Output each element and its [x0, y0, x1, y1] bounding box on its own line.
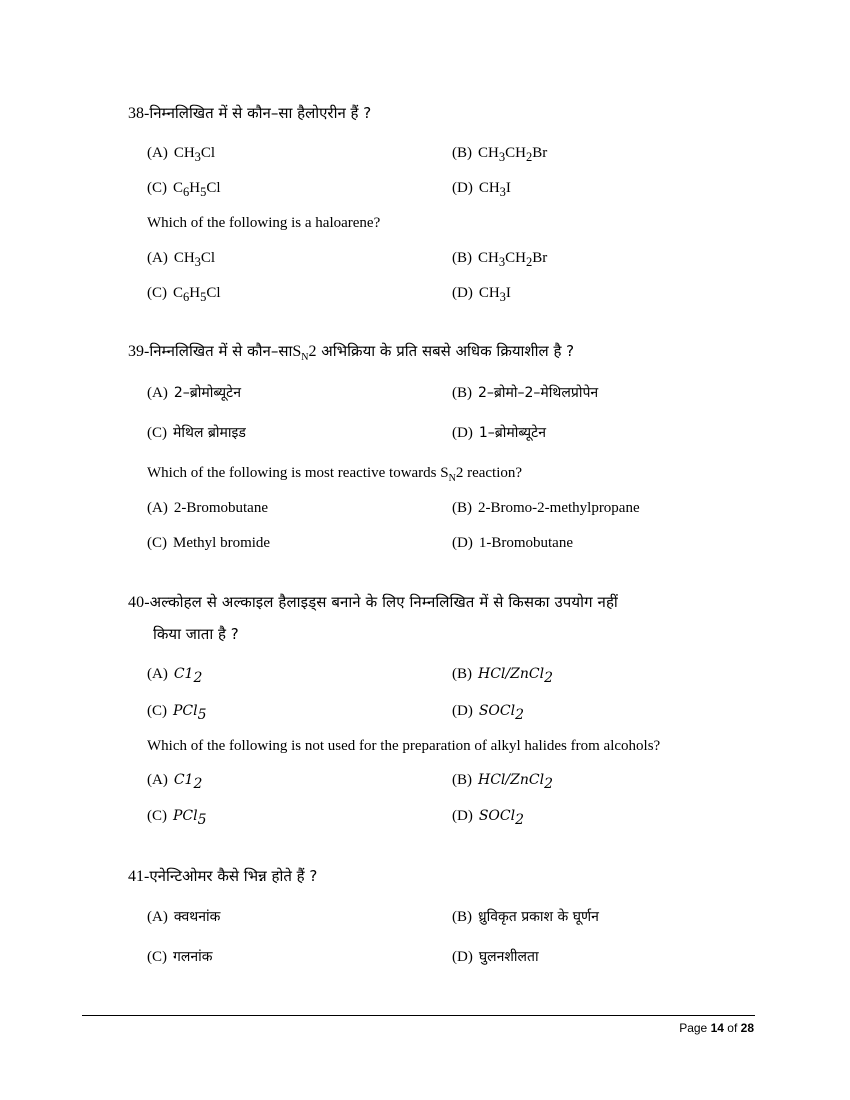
q40-question-english: Which of the following is not used for the preparation of alkyl halides from alcohols?	[147, 738, 661, 754]
q41-hindi-option-d: (D) घुलनशीलता	[452, 949, 539, 965]
question-38	[128, 103, 371, 124]
question-40	[128, 592, 618, 613]
q40-hindi-option-c: (C) PCl$_5$	[147, 703, 207, 723]
q41-hindi-option-b: (B) ध्रुविकृत प्रकाश के घूर्णन	[452, 909, 599, 925]
q38-hindi-option-b: (B) $CH_3CH_2Br$	[452, 145, 548, 164]
page-number: Page 14 of 28	[679, 1021, 754, 1035]
q38-english-option-b: (B) $CH_3CH_2Br$	[452, 250, 548, 269]
q40-english-option-a: (A) $C1_2$	[147, 772, 203, 792]
question-number: 41-	[128, 868, 150, 885]
q38-question-english: Which of the following is a haloarene?	[147, 215, 381, 231]
q40-hindi-option-b: (B) HCl/ZnCl$_2$	[452, 666, 553, 686]
question-39: 39-निम्नलिखित में से $कौन-साS_N2$ अभिक्रिया के प्रति सबसे अधिक क्रियाशील है ?	[128, 342, 575, 364]
q40-hindi-option-d: (D) SOCl$_2$	[452, 703, 525, 723]
question-text-hindi-line1: अल्कोहल से अल्काइल हैलाइड्स बनाने के लिए निम्नलिखित में से किसका उपयोग नहीं	[149, 593, 618, 611]
q38-english-option-a: (A) $CH_3Cl$	[147, 250, 216, 269]
q41-hindi-option-a: (A) क्वथनांक	[147, 909, 221, 925]
question-40-line2: किया जाता है ?	[153, 625, 239, 643]
question-41	[128, 866, 317, 887]
q39-english-option-c: (C) Methyl bromide	[147, 535, 271, 551]
q39-english-option-d: (D) 1-Bromobutane	[452, 535, 573, 551]
q40-hindi-option-a: (A) $C1_2$	[147, 666, 203, 686]
q38-english-option-d: (D) $CH_3I$	[452, 285, 511, 304]
question-number: 40-	[128, 594, 150, 611]
question-text-hindi: एनेन्टिओमर कैसे भिन्न होते हैं ?	[149, 867, 318, 885]
q38-english-option-c: (C) $C_6H_5Cl$	[147, 285, 221, 304]
question-text-hindi-pre: निम्नलिखित में से कौन–सा	[149, 342, 293, 360]
q39-hindi-option-c: (C) मेथिल ब्रोमाइड	[147, 425, 246, 441]
q40-english-option-b: (B) HCl/ZnCl$_2$	[452, 772, 553, 792]
q40-english-option-c: (C) PCl$_5$	[147, 808, 207, 828]
q39-hindi-option-d: (D) 1–ब्रोमोब्यूटेन	[452, 425, 546, 441]
question-number: 39-	[128, 343, 150, 360]
footer-divider	[82, 1015, 755, 1016]
question-text-hindi: निम्नलिखित में से कौन–सा हैलोएरीन हैं ?	[149, 104, 372, 122]
q38-hindi-option-a: (A) $CH_3Cl$	[147, 145, 216, 164]
q39-question-english: Which of the following is most reactive towards $S_N2$ reaction?	[147, 465, 523, 484]
q40-english-option-d: (D) SOCl$_2$	[452, 808, 525, 828]
q41-hindi-option-c: (C) गलनांक	[147, 949, 213, 965]
q39-hindi-option-a: (A) 2–ब्रोमोब्यूटेन	[147, 385, 241, 401]
q39-english-option-a: (A) 2-Bromobutane	[147, 500, 268, 516]
question-text-hindi-post: अभिक्रिया के प्रति सबसे अधिक क्रियाशील है ?	[321, 342, 575, 360]
q39-hindi-option-b: (B) 2–ब्रोमो–2–मेथिलप्रोपेन	[452, 385, 599, 401]
q38-hindi-option-d: (D) $CH_3I$	[452, 180, 511, 199]
question-number: 38-	[128, 105, 150, 122]
q39-english-option-b: (B) 2-Bromo-2-methylpropane	[452, 500, 640, 516]
q38-hindi-option-c: (C) $C_6H_5Cl$	[147, 180, 221, 199]
